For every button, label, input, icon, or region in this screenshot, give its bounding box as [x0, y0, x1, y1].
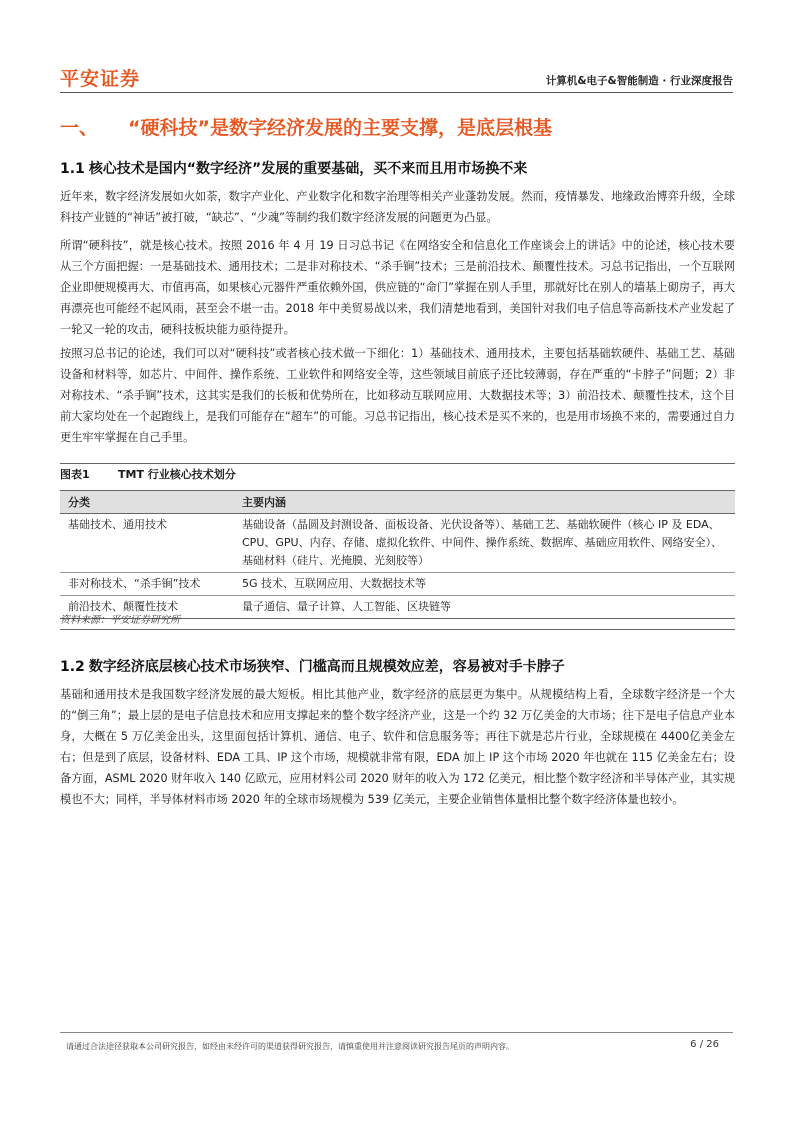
table-cell-content: 基础设备（晶圆及封测设备、面板设备、光伏设备等）、基础工艺、基础软硬件（核心 IP 及 EDA、CPU、GPU、内存、存储、虚拟化软件、中间件、操作系统、数据库、基础应用软件、网络安全）、基础材料（硅片、光掩膜、光刻胶等） [234, 514, 735, 573]
subsection-2-heading [60, 656, 565, 676]
paragraph-1: 近年来，数字经济发展如火如荼，数字产业化、产业数字化和数字治理等相关产业蓬勃发展。然而，疫情暴发、地缘政治博弈升级，全球科技产业链的“神话”被打破，“缺芯”、“少魂”等制约我们数字经济发展的问题更为凸显。 [60, 190, 735, 224]
footer-disclaimer: 请通过合法途径获取本公司研究报告，如经由未经许可的渠道获得研究报告，请慎重使用并注意阅读研究报告尾页的声明内容。 [66, 1042, 514, 1051]
table-cell-content: 5G 技术、互联网应用、大数据技术等 [234, 573, 735, 596]
page-number: 6 / 26 [690, 1039, 719, 1050]
tech-table [60, 490, 735, 619]
footer-divider [60, 1032, 733, 1033]
figure-caption: TMT 行业核心技术划分 [118, 468, 236, 481]
paragraph-2: 所谓“硬科技”，就是核心技术。按照 2016 年 4 月 19 日习总书记《在网络安全和信息化工作座谈会上的讲话》中的论述，核心技术要从三个方面把握：一是基础技术、通用技术；二是非对称技术、“杀手锏”技术；三是前沿技术、颠覆性技术。习总书记指出，一个互联网企业即便规模再大、市值再高，如果核心元器件严重依赖外国，供应链的“命门”掌握在别人手里，那就好比在别人的墙基上砌房子，再大再漂亮也可能经不起风雨，甚至会不堪一击。2018 年中美贸易战以来，我们清楚地看到，美国针对我们电子信息等高新技术产业发起了一轮又一轮的攻击，硬科技板块能力亟待提升。 [60, 239, 735, 336]
table-row [60, 514, 735, 573]
table-row [60, 573, 735, 596]
subsection-2-number: 1.2 [60, 659, 85, 675]
section-heading [60, 113, 740, 140]
brand-logo: 平安证券 [60, 68, 141, 90]
paragraph-3: 按照习总书记的论述，我们可以对“硬科技”或者核心技术做一下细化：1）基础技术、通用技术，主要包括基础软硬件、基础工艺、基础设备和材料等，如芯片、中间件、操作系统、工业软件和网络安全等，这些领域目前底子还比较薄弱，存在严重的“卡脖子”问题；2）非对称技术、“杀手锏”技术，这其实是我们的长板和优势所在，比如移动互联网应用、大数据技术等；3）前沿技术、颠覆性技术，这个目前大家均处在一个起跑线上，是我们可能存在“超车”的可能。习总书记指出，核心技术是买不来的，也是用市场换不来的，需要通过自力更生牢牢掌握在自己手里。 [60, 347, 735, 444]
column-header-category: 分类 [60, 491, 234, 514]
paragraph-4: 基础和通用技术是我国数字经济发展的最大短板。相比其他产业，数字经济的底层更为集中。从规模结构上看，全球数字经济是一个大的“倒三角”；最上层的是电子信息技术和应用支撑起来的整个数字经济产业，这是一个约 32 万亿美金的大市场；往下是电子信息产业本身，大概在 5 万亿美金出头，这里面包括计算机、通信、电子、软件和信息服务等；再往下就是芯片行业，全球规模在 4400亿美金左右；但是到了底层，设备材料、EDA 工具、IP 这个市场，规模就非常有限，EDA 加上 IP 这个市场 2020 年也就在 115 亿美金左右；设备方面，ASML 2020 财年收入 140 亿欧元，应用材料公司 2020 财年的收入为 172 亿美元，相比整个数字经济和半导体产业，其实规模也不大；同样，半导体材料市场 2020 年的全球市场规模为 539 亿美元，主要企业销售体量相比整个数字经济体量也较小。 [60, 688, 735, 806]
table-cell-category: 基础技术、通用技术 [60, 514, 234, 573]
figure-title [60, 463, 735, 486]
header-divider [60, 92, 733, 93]
column-header-content: 主要内涵 [234, 491, 735, 514]
figure-label: 图表1 [60, 468, 90, 481]
subsection-1-number: 1.1 [60, 161, 85, 177]
subsection-1-title: 核心技术是国内“数字经济”发展的重要基础，买不来而且用市场换不来 [88, 161, 528, 177]
subsection-2-title: 数字经济底层核心技术市场狭窄、门槛高而且规模效应差，容易被对手卡脖子 [88, 659, 565, 675]
table-cell-category: 非对称技术、“杀手锏”技术 [60, 573, 234, 596]
subsection-1-heading [60, 158, 527, 178]
table-header-row [60, 491, 735, 514]
figure-source: 资料来源：平安证券研究所 [60, 611, 735, 630]
table-cell-content: 量子通信、量子计算、人工智能、区块链等 [234, 596, 735, 619]
table-cell-category: 前沿技术、颠覆性技术 [60, 596, 234, 619]
section-title: “硬科技”是数字经济发展的主要支撑，是底层根基 [128, 117, 552, 139]
report-type: 计算机&电子&智能制造 · 行业深度报告 [545, 75, 733, 87]
section-number: 一、 [60, 117, 99, 139]
